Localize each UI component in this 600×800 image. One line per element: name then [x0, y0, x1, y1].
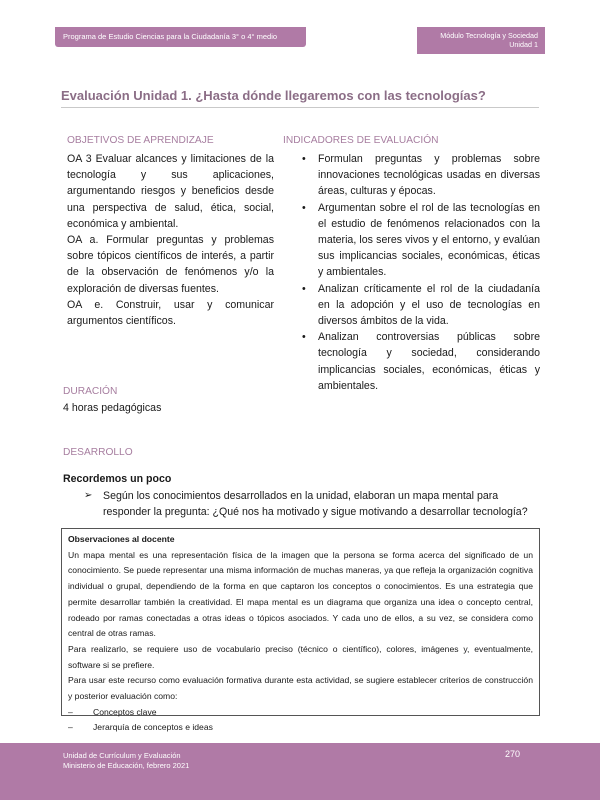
header-module-name: Módulo Tecnología y Sociedad: [440, 31, 538, 40]
objetivos-heading: OBJETIVOS DE APRENDIZAJE: [67, 135, 214, 146]
page-number: 270: [505, 749, 521, 759]
desarrollo-heading: DESARROLLO: [63, 447, 133, 458]
indicadores-list: [300, 151, 540, 394]
observaciones-paragraph: Un mapa mental es una representación física de la imagen que la persona se forma acerca del significado de un conocimiento. Se puede representar una misma información de muchas maneras, ya que refleja la organización cognitiva individual o grupal, dependiendo de la forma en que captaron los conceptos o conocimientos. Es una estrategia que permite desarrollar también la creatividad. El mapa mental es un diagrama que organiza una idea o concepto central, rodeado por ramas conectadas a otras ideas o tópicos asociados. Y cada uno de ellos, a su vez, se considera como central de otras ramas.: [68, 549, 533, 639]
page-title: Evaluación Unidad 1. ¿Hasta dónde llegaremos con las tecnologías?: [61, 88, 486, 103]
criterio-item: – Jerarquía de conceptos e ideas: [68, 720, 533, 736]
criterios-list: [68, 705, 533, 736]
desarrollo-subheading: Recordemos un poco: [63, 473, 172, 485]
objetivos-text: [67, 151, 274, 329]
desarrollo-activity: [84, 488, 540, 520]
observaciones-paragraph: Para realizarlo, se requiere uso de vocabulario preciso (técnico o científico), colores, imágenes y, eventualmente, software si se prefiere.: [68, 643, 533, 670]
observaciones-title: Observaciones al docente: [68, 534, 175, 544]
indicador-item: • Argumentan sobre el rol de las tecnologías en el estudio de fenómenos relacionados con la materia, los seres vivos y el entorno, y evalúan sus implicancias sociales, económicas, éticas y ambientales.: [300, 200, 540, 281]
arrow-bullet-icon: ➢: [84, 490, 93, 501]
objetivo-oa3: OA 3 Evaluar alcances y limitaciones de la tecnología y sus aplicaciones, argumentando riesgos y beneficios desde una perspectiva de salud, ética, social, económica y ambiental.: [67, 153, 274, 230]
duracion-value: 4 horas pedagógicas: [63, 402, 162, 414]
footer-credits: [63, 751, 189, 770]
objetivo-oa-a: OA a. Formular preguntas y problemas sobre tópicos científicos de interés, a partir de la observación de fenómenos y/o la exploración de diversas fuentes.: [67, 234, 274, 295]
indicador-item: • Formulan preguntas y problemas sobre innovaciones tecnológicas usadas en diversas áreas, culturas y épocas.: [300, 151, 540, 200]
indicador-item: • Analizan controversias públicas sobre tecnología y sociedad, considerando implicancias sociales, económicas, éticas y ambientales.: [300, 329, 540, 394]
header-program-title: Programa de Estudio Ciencias para la Ciudadanía 3° o 4° medio: [55, 27, 306, 47]
criterio-item: – Conceptos clave: [68, 705, 533, 721]
footer-ministry: Ministerio de Educación, febrero 2021: [63, 760, 190, 770]
indicador-item: • Analizan críticamente el rol de la ciudadanía en la adopción y el uso de tecnologías en diversos ámbitos de la vida.: [300, 281, 540, 330]
header-module-tab: [417, 27, 545, 54]
indicadores-heading: INDICADORES DE EVALUACIÓN: [283, 135, 439, 146]
observaciones-box: [61, 528, 540, 733]
activity-text: Según los conocimientos desarrollados en la unidad, elaboran un mapa mental para responder la pregunta: ¿Qué nos ha motivado y sigue motivando a desarrollar tecnología?: [103, 490, 528, 519]
header-unit: Unidad 1: [509, 40, 538, 49]
title-divider: [61, 107, 539, 108]
footer-unit: Unidad de Currículum y Evaluación: [63, 751, 181, 760]
objetivo-oa-e: OA e. Construir, usar y comunicar argumentos científicos.: [67, 298, 274, 328]
duracion-heading: DURACIÓN: [63, 386, 118, 397]
observaciones-paragraph: Para usar este recurso como evaluación formativa durante esta actividad, se sugiere establecer criterios de construcción y posterior evaluación como:: [68, 675, 533, 702]
